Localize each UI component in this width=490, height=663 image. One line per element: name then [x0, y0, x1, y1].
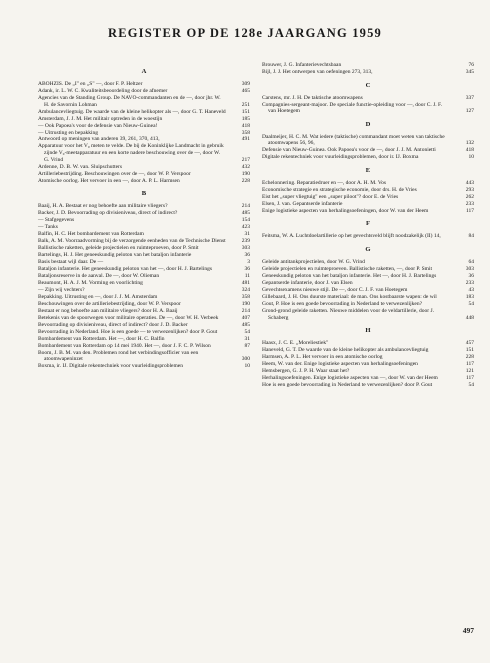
index-entry: [38, 116, 250, 123]
entry-page: 43: [468, 286, 474, 293]
entry-text: Ardenne, D. B. W. van. Sluipschutters: [38, 163, 123, 170]
index-entry: [38, 109, 250, 116]
page-title: REGISTER OP DE 128e JAARGANG 1959: [108, 26, 382, 40]
index-entry: [38, 238, 250, 245]
index-entry: [262, 294, 474, 301]
entry-text: Haasx, J. C. E. „Moreliestiek": [262, 340, 329, 347]
entry-page: 303: [465, 266, 474, 273]
index-entry: [38, 294, 250, 301]
entry-text: ABOHZIS. De „I" en „S" —, door F. P. Heltzer: [38, 81, 143, 87]
entry-text: Backer, J. D. Bevoorrading op divisieniveau, direct of indirect?: [38, 210, 178, 217]
index-column-right: [262, 62, 474, 389]
entry-text: Gepantserde infanterie, door J. van Elsen: [262, 279, 353, 286]
entry-text: Antwoord op meningen van anderen 39, 261, 370, 413,: [38, 136, 160, 143]
index-entry: [262, 233, 474, 240]
entry-text: Enige logistieke aspecten van herhalingsoefeningen, door W. van der Heem: [262, 207, 429, 214]
index-entry: [262, 280, 474, 287]
entry-page: 183: [465, 293, 474, 300]
entry-page: 36: [244, 266, 250, 273]
entry-page: 407: [241, 314, 250, 321]
entry-text: Basis bestaat wijl daar. De —: [38, 259, 104, 266]
entry-page: 76: [468, 62, 474, 68]
entry-text: Geleide antitankprojectielen, door W. G. Vrind: [262, 259, 365, 266]
entry-text: Artilleriebestrijding. Beschouwingen over de —, door W. P. Verspoor: [38, 170, 191, 177]
entry-text: Elsen, J. van. Gepantserde infanterie: [262, 200, 343, 207]
entry-page: 214: [241, 203, 250, 210]
index-entry: [38, 363, 250, 370]
index-entry: [38, 123, 250, 130]
section-letter: G: [365, 246, 371, 254]
entry-text: Bevoorrading in Nederland. Hoe is een goede — te verwezenlijken? door P. Gout: [38, 328, 218, 335]
entry-page: 117: [465, 207, 474, 214]
entry-page: 185: [241, 115, 250, 122]
entry-text: Defensie van Nieuw-Guinea. Ook Papoea's voor de —, door J. J. M. Antonietti: [262, 147, 436, 154]
entry-page: 418: [241, 122, 250, 129]
entry-text: Echelonnering. Reparatiedruer en —, door A. H. M. Vos: [262, 179, 386, 186]
section-letter: B: [141, 190, 147, 198]
index-entry: [262, 95, 474, 102]
entry-page: 214: [241, 307, 250, 314]
entry-page: 54: [468, 382, 474, 389]
entry-page: 423: [241, 224, 250, 231]
entry-text: — Uitrusting en bepakking: [38, 129, 99, 136]
entry-text: Carstens, mr. J. H. De taktische atoomwapens: [262, 94, 363, 101]
entry-page: 127: [465, 108, 474, 115]
index-entry: [38, 95, 250, 108]
entry-text: Hemsbergen, G. J. P. H. Waar staat het?: [262, 368, 350, 375]
index-entry: [38, 178, 250, 185]
entry-text: Herhalingsoefeningen. Enige logistieke aspecten van —, door W. van der Heem: [262, 375, 438, 382]
entry-page: 233: [465, 200, 474, 207]
entry-text: Daalmeijer, H. C. M. Wat iedere (taktische) commandant moet weten van taktische atoomwapens 56, 96,: [262, 133, 445, 147]
index-entry: [262, 69, 474, 76]
section-letter: A: [141, 68, 147, 75]
entry-page: 358: [241, 129, 250, 136]
index-entry: [38, 322, 250, 329]
entry-text: Bataljonsreserve in de aanval. De —, door W. Olieman: [38, 273, 160, 280]
index-entry: [38, 287, 250, 294]
entry-text: Bevoorrading op divisieniveau, direct of indirect? door J. D. Backer: [38, 321, 188, 328]
index-entry: [38, 252, 250, 259]
index-entry: [262, 354, 474, 361]
index-entry: [262, 154, 474, 161]
entry-text: Haneveld, G. T. De waarde van de kleine helikopter als ambulancevliegtuig: [262, 347, 429, 354]
index-entry: [262, 201, 474, 208]
entry-text: Compagnies-sergeant-majoor. De speciale functie-opleiding voor —, door C. J. F. van Hoetegem: [262, 101, 443, 115]
entry-text: Boom, J. B. M. van den. Problemen rond het verbindingsofficier van een atoomwapeninzet: [38, 349, 199, 363]
entry-page: 251: [241, 101, 250, 108]
entry-page: 151: [241, 108, 250, 115]
index-entry: [262, 340, 474, 347]
entry-page: 432: [241, 163, 250, 170]
entry-page: 485: [241, 210, 250, 217]
index-entry: [38, 280, 250, 287]
entry-page: 233: [465, 279, 474, 286]
index-entry: [38, 164, 250, 171]
index-entry: [38, 136, 250, 143]
section-letter: H: [365, 327, 371, 335]
entry-text: Brouwer, J. G. Infanterievechtsbaan: [262, 62, 342, 68]
index-column-left: [38, 62, 250, 370]
entry-page: 117: [465, 375, 474, 382]
index-entry: [262, 194, 474, 201]
index-entry: [262, 273, 474, 280]
index-entry: [38, 301, 250, 308]
entry-text: Baaij, H. A. Bestaat er nog behoefte aan militaire vliegers?: [38, 203, 168, 210]
entry-text: Bartelings, H. J. Het geneeskundig peloton van het bataljon infanterie: [38, 252, 192, 259]
entry-text: Geleide projectielen en ruimteproeven. Ballistische raketten, —, door P. Smit: [262, 266, 432, 273]
index-entry: [38, 308, 250, 315]
index-entry: [262, 308, 474, 321]
entry-page: 10: [244, 363, 250, 370]
entry-page: 121: [465, 368, 474, 375]
index-entry: [262, 347, 474, 354]
index-entry: [38, 81, 250, 88]
entry-text: Digitale rekentechniek voor vuurleidingsproblemen, door ir. IJ. Boxma: [262, 154, 419, 161]
entry-text: Balfin, H. C. Het bombardement van Rotterdam: [38, 231, 144, 238]
section-letter: F: [365, 220, 371, 228]
index-entry: [262, 208, 474, 215]
entry-page: 117: [465, 361, 474, 368]
entry-page: 54: [244, 328, 250, 335]
index-entry: [38, 336, 250, 343]
entry-page: 190: [241, 300, 250, 307]
entry-text: Adank, ir. L. W. C. Kwaliteitsbeoordeling door de afnemer: [38, 87, 168, 94]
entry-page: 64: [468, 259, 474, 266]
entry-page: 358: [241, 294, 250, 300]
entry-text: Gout, P. Hoe is een goede bevoorrading in Nederland te verwezenlijken?: [262, 300, 423, 307]
index-entry: [38, 217, 250, 224]
entry-page: 457: [465, 340, 474, 347]
index-entry: [262, 187, 474, 194]
entry-page: 491: [241, 136, 250, 143]
index-entry: [38, 329, 250, 336]
index-entry: [38, 203, 250, 210]
entry-text: Ambulancevliegtuig. De waarde van de kleine helikopter als —, door G. T. Haneveld: [38, 108, 226, 115]
index-entry: [262, 102, 474, 115]
entry-text: Heem, W. van der. Enige logistieke aspecten van herhalingsoefeningen: [262, 361, 418, 368]
section-letter: D: [365, 120, 371, 128]
index-entry: [38, 130, 250, 137]
entry-page: 217: [241, 156, 250, 163]
entry-page: 337: [465, 94, 474, 101]
entry-page: 151: [465, 347, 474, 354]
entry-text: Harmsen, A. P. L. Het vervoer in een atomische oorlog: [262, 354, 383, 361]
entry-text: Beschouwingen over de artilleriebestrijding, door W. P. Verspoor: [38, 300, 181, 307]
section-letter: C: [365, 81, 371, 89]
entry-text: — Stafgegevens: [38, 217, 75, 224]
entry-text: Amsterdam, J. J. M. Het militair optreden in de woestijn: [38, 115, 163, 122]
index-entry: [262, 180, 474, 187]
index-entry: [262, 62, 474, 69]
entry-page: 418: [465, 147, 474, 154]
entry-page: 239: [241, 238, 250, 245]
entry-page: 3: [247, 259, 250, 266]
page-number: 497: [462, 626, 474, 635]
entry-text: Apparatuur voor het V₀ meten te velde. De bij de Koninklijke Landmacht in gebruik zijnde V₀-meetapparatuur en een korte nadere beschouwing over de —, door W. G. Vrind: [38, 143, 224, 163]
index-entry: [262, 259, 474, 266]
section-letter: E: [365, 166, 371, 174]
entry-page: 190: [241, 170, 250, 177]
entry-text: Gevechtsexamens nieuwe stijl. De —, door C. J. F. van Hoetegem: [262, 286, 408, 293]
entry-text: Atomische oorlog. Het vervoer in een —, door A. P. L. Harmsen: [38, 177, 180, 184]
entry-page: 36: [468, 273, 474, 279]
entry-page: 303: [241, 245, 250, 252]
entry-text: Bijl, J. J. Het ontwerpen van oefeningen 273, 313,: [262, 68, 373, 75]
entry-text: Balk, A. M. Voorraadvorming bij de verzorgende eenheden van de Technische Dienst: [38, 238, 226, 245]
entry-page: 465: [241, 87, 250, 94]
index-entry: [38, 224, 250, 231]
entry-text: Feitsma, W. A. Luchtdoelartillerie op het gevechtsveld blijft noodzakelijk (II) 14,: [262, 233, 441, 240]
entry-page: 132: [465, 140, 474, 147]
entry-page: 443: [465, 179, 474, 186]
entry-text: Bombardement van Rotterdam. Het —, door H. C. Balfin: [38, 335, 165, 342]
index-entry: [38, 171, 250, 178]
index-entry: [38, 266, 250, 273]
entry-page: 324: [241, 287, 250, 294]
entry-text: Beaumont, H. A. J. M. Vorming en voorlichting: [38, 280, 143, 287]
entry-page: 228: [241, 177, 250, 184]
entry-page: 481: [241, 280, 250, 287]
entry-text: Bestaat er nog behoefte aan militaire vliegers? door H. A. Baaij: [38, 307, 178, 314]
index-entry: [262, 375, 474, 382]
index-entry: [262, 382, 474, 389]
entry-text: Geneeskundig peloton van het bataljon infanterie. Het —, door H. J. Bartelings: [262, 273, 437, 279]
index-entry: [262, 266, 474, 273]
entry-page: 154: [241, 217, 250, 224]
entry-page: 54: [468, 300, 474, 307]
entry-page: 300: [241, 356, 250, 363]
entry-text: Agencies van de Standing Group. De NAVO-commandanten en de —, door jhr. W. H. de Savornin Lohman: [38, 94, 221, 108]
index-entry: [38, 315, 250, 322]
entry-page: 309: [241, 81, 250, 87]
entry-page: 293: [465, 186, 474, 193]
index-entry: [38, 245, 250, 252]
index-entry: [262, 134, 474, 147]
entry-text: — Tanks: [38, 224, 58, 231]
entry-page: 485: [241, 321, 250, 328]
entry-text: Eist het „super vliegtuig" een „super piloot"? door E. de Vries: [262, 193, 399, 200]
index-entry: [38, 143, 250, 163]
index-entry: [262, 147, 474, 154]
entry-page: 36: [244, 252, 250, 259]
entry-page: 448: [465, 314, 474, 321]
entry-page: 10: [468, 154, 474, 161]
index-entry: [38, 343, 250, 350]
entry-page: 84: [468, 233, 474, 240]
index-entry: [262, 368, 474, 375]
entry-text: Grond-grond geleide raketten. Nieuwe middelen voor de veldartillerie, door J. Schaberg: [262, 307, 434, 321]
index-entry: [38, 273, 250, 280]
entry-text: — Zijn wij vechters?: [38, 287, 85, 294]
index-entry: [262, 301, 474, 308]
entry-text: — Ook Papoea's voor de defensie van Nieuw-Guinea!: [38, 122, 158, 129]
index-entry: [38, 210, 250, 217]
entry-text: Economische strategie en strategische economie, door drs. H. de Vries: [262, 186, 417, 193]
entry-text: Bepakking. Uitrusting en —, door J. J. M. Amsterdam: [38, 294, 158, 300]
entry-page: 31: [244, 335, 250, 342]
entry-text: Ballistische raketten, geleide projectielen en ruimteproeven, door P. Smit: [38, 245, 199, 252]
entry-text: Boxma, ir. IJ. Digitale rekentechniek voor vuurleidingsproblemen: [38, 363, 183, 370]
entry-text: Gillebaard, J. H. Ons duurste materiaal: de man. Ons kostbaarste wapen: de wil: [262, 293, 437, 300]
index-entry: [38, 259, 250, 266]
entry-page: 87: [244, 342, 250, 349]
entry-page: 31: [244, 231, 250, 238]
index-entry: [262, 361, 474, 368]
index-entry: [262, 287, 474, 294]
entry-text: Bataljon infanterie. Het geneeskundig peloton van het —, door H. J. Bartelings: [38, 266, 212, 273]
entry-page: 262: [465, 193, 474, 200]
entry-page: 228: [465, 354, 474, 361]
entry-text: Betekenis van de spoorwegen voor militaire operaties. De —, door W. H. Verbeek: [38, 314, 219, 321]
entry-text: Hoe is een goede bevoorrading in Nederland te verwezenlijken? door P. Gout: [262, 382, 433, 389]
index-entry: [38, 88, 250, 95]
entry-page: 11: [244, 273, 250, 280]
index-entry: [38, 231, 250, 238]
entry-page: 345: [465, 68, 474, 75]
index-entry: [38, 350, 250, 363]
entry-text: Bombardement van Rotterdam op 14 mei 1940. Het —, door J. F. C. P. Wilson: [38, 342, 211, 349]
